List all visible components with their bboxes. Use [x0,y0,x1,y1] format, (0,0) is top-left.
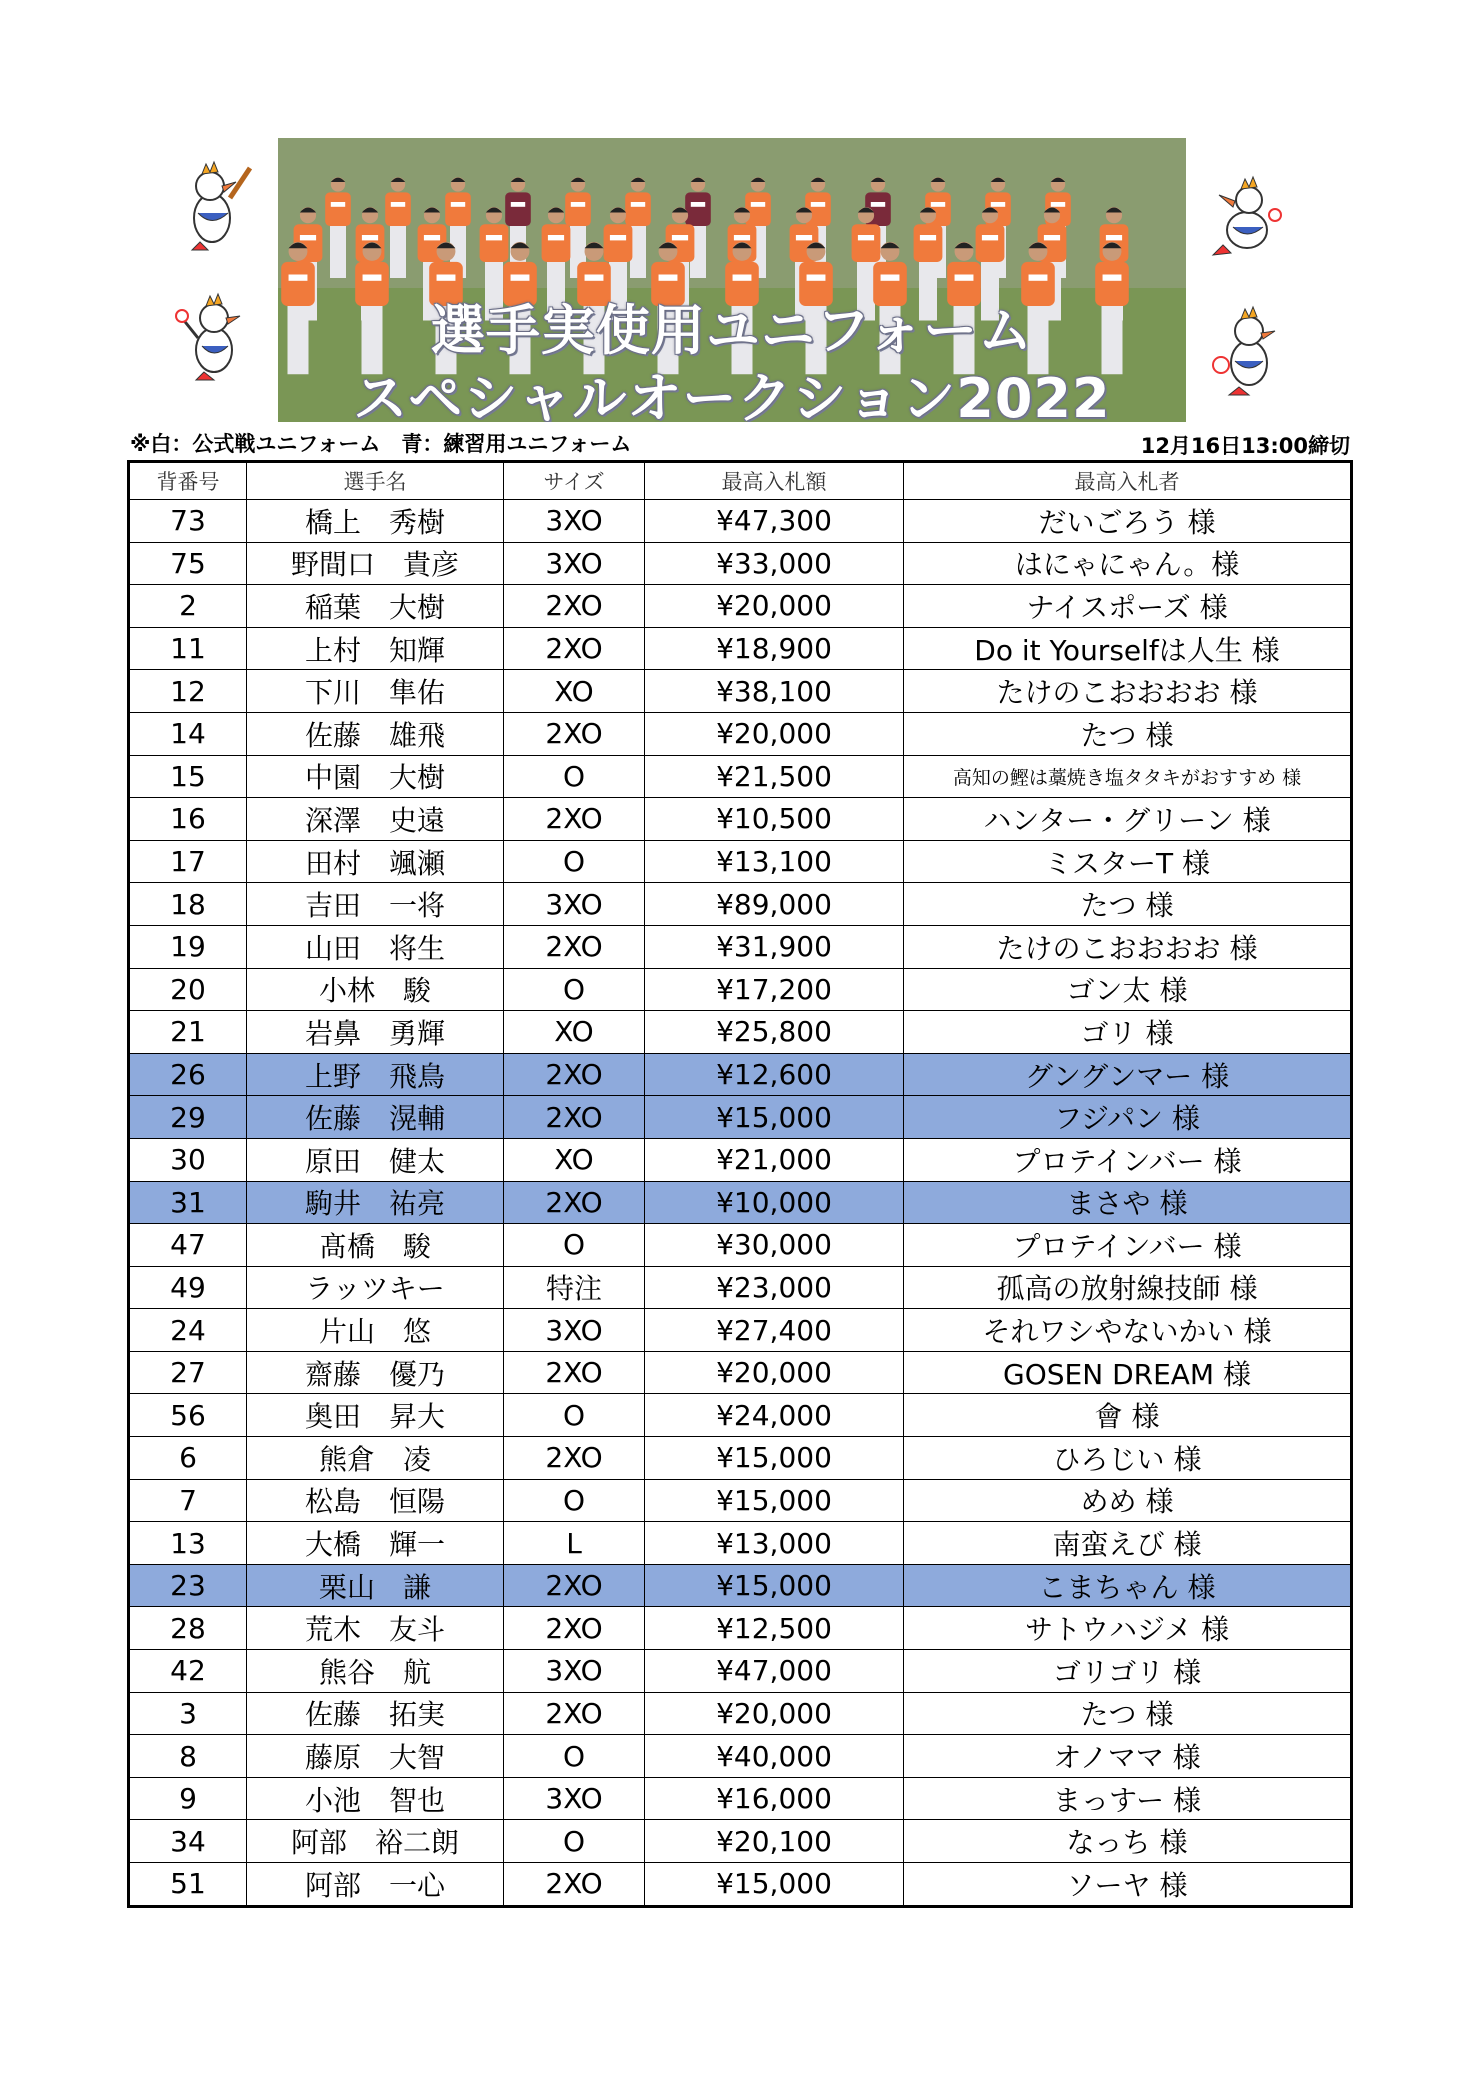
bid-amount-cell: ¥20,100 [645,1820,904,1863]
bidder-cell: ミスターT 様 [904,840,1352,883]
size-cell: 2XO [504,1564,645,1607]
player-name-cell: 阿部 裕二朗 [247,1820,504,1863]
bidder-cell: それワシやないかい 様 [904,1309,1352,1352]
bid-amount-cell: ¥21,000 [645,1138,904,1181]
jersey-number-cell: 51 [129,1863,247,1907]
jersey-number-cell: 30 [129,1138,247,1181]
size-cell: 3XO [504,500,645,543]
table-row [129,1863,1352,1907]
jersey-number-cell: 8 [129,1735,247,1778]
size-cell: 2XO [504,712,645,755]
table-row [129,1138,1352,1181]
bid-amount-cell: ¥20,000 [645,1692,904,1735]
player-name-cell: 橋上 秀樹 [247,500,504,543]
bidder-cell: こまちゃん 様 [904,1564,1352,1607]
table-row [129,712,1352,755]
jersey-number-cell: 11 [129,627,247,670]
bidder-cell: ソーヤ 様 [904,1863,1352,1907]
bidder-cell: だいごろう 様 [904,500,1352,543]
jersey-number-cell: 28 [129,1607,247,1650]
table-row [129,1053,1352,1096]
table-row [129,1096,1352,1139]
player-name-cell: 原田 健太 [247,1138,504,1181]
bidder-cell: オノママ 様 [904,1735,1352,1778]
table-row [129,1224,1352,1267]
jersey-number-cell: 6 [129,1437,247,1480]
table-row [129,1309,1352,1352]
bid-amount-cell: ¥15,000 [645,1564,904,1607]
table-row [129,1011,1352,1054]
bidder-cell: ハンター・グリーン 様 [904,798,1352,841]
bidder-cell: GOSEN DREAM 様 [904,1351,1352,1394]
bid-amount-cell: ¥13,000 [645,1522,904,1565]
bidder-cell: グングンマー 様 [904,1053,1352,1096]
table-row [129,1777,1352,1820]
table-row [129,1735,1352,1778]
bid-amount-cell: ¥10,000 [645,1181,904,1224]
team-photo-banner [278,138,1186,422]
bid-amount-cell: ¥89,000 [645,883,904,926]
table-row [129,1607,1352,1650]
player-name-cell: 野間口 貴彦 [247,542,504,585]
mascot-running-icon [1203,305,1288,400]
jersey-number-cell: 12 [129,670,247,713]
jersey-number-cell: 17 [129,840,247,883]
player-name-cell: 阿部 一心 [247,1863,504,1907]
player-name-cell: 田村 颯瀬 [247,840,504,883]
bidder-cell: ナイスポーズ 様 [904,585,1352,628]
banner-title-line1: 選手実使用ユニフォーム [430,299,1034,362]
bidder-cell: 孤高の放射線技師 様 [904,1266,1352,1309]
player-name-cell: 大橋 輝一 [247,1522,504,1565]
mascot-batting-icon [172,158,257,253]
jersey-number-cell: 24 [129,1309,247,1352]
table-row [129,1650,1352,1693]
jersey-number-cell: 27 [129,1351,247,1394]
size-cell: O [504,1820,645,1863]
size-cell: 3XO [504,883,645,926]
bidder-cell: ひろじい 様 [904,1437,1352,1480]
player-name-cell: 上野 飛鳥 [247,1053,504,1096]
size-cell: 2XO [504,1863,645,1907]
table-row [129,500,1352,543]
size-cell: 2XO [504,1181,645,1224]
jersey-number-cell: 26 [129,1053,247,1096]
player-name-cell: 上村 知輝 [247,627,504,670]
table-row [129,1394,1352,1437]
jersey-number-cell: 29 [129,1096,247,1139]
bidder-cell: まさや 様 [904,1181,1352,1224]
size-cell: O [504,1735,645,1778]
bid-amount-cell: ¥18,900 [645,627,904,670]
table-row [129,670,1352,713]
player-name-cell: 荒木 友斗 [247,1607,504,1650]
bidder-cell: はにゃにゃん。様 [904,542,1352,585]
player-name-cell: 栗山 謙 [247,1564,504,1607]
size-cell: O [504,1479,645,1522]
player-figure [330,222,346,278]
player-name-cell: 齋藤 優乃 [247,1351,504,1394]
bid-amount-cell: ¥15,000 [645,1437,904,1480]
table-row [129,883,1352,926]
bid-amount-cell: ¥15,000 [645,1863,904,1907]
bid-amount-cell: ¥23,000 [645,1266,904,1309]
jersey-number-cell: 20 [129,968,247,1011]
size-cell: 2XO [504,627,645,670]
size-cell: 3XO [504,1309,645,1352]
player-name-cell: 佐藤 雄飛 [247,712,504,755]
size-cell: 3XO [504,1650,645,1693]
banner-title-line2: スペシャルオークション2022 [353,367,1111,422]
player-name-cell: 深澤 史遠 [247,798,504,841]
bid-amount-cell: ¥38,100 [645,670,904,713]
size-cell: 2XO [504,1053,645,1096]
bidder-cell: フジパン 様 [904,1096,1352,1139]
bid-amount-cell: ¥17,200 [645,968,904,1011]
bidder-cell: ゴン太 様 [904,968,1352,1011]
uniform-color-note: ※白：公式戦ユニフォーム 青：練習用ユニフォーム [130,432,632,456]
table-row [129,840,1352,883]
bid-amount-cell: ¥20,000 [645,1351,904,1394]
bidder-cell: 南蛮えび 様 [904,1522,1352,1565]
player-name-cell: 熊谷 航 [247,1650,504,1693]
bidder-cell: プロテインバー 様 [904,1224,1352,1267]
bidder-cell: たけのこおおおお 様 [904,925,1352,968]
player-name-cell: 小林 駿 [247,968,504,1011]
player-name-cell: 岩鼻 勇輝 [247,1011,504,1054]
bid-amount-cell: ¥27,400 [645,1309,904,1352]
size-cell: 2XO [504,1607,645,1650]
jersey-number-cell: 49 [129,1266,247,1309]
header-highest-bid: 最高入札額 [645,462,904,500]
table-row [129,627,1352,670]
table-row [129,585,1352,628]
jersey-number-cell: 47 [129,1224,247,1267]
jersey-number-cell: 2 [129,585,247,628]
player-name-cell: 中園 大樹 [247,755,504,798]
bid-amount-cell: ¥16,000 [645,1777,904,1820]
bidder-cell: サトウハジメ 様 [904,1607,1352,1650]
player-name-cell: 佐藤 拓実 [247,1692,504,1735]
jersey-number-cell: 73 [129,500,247,543]
jersey-number-cell: 16 [129,798,247,841]
bid-amount-cell: ¥40,000 [645,1735,904,1778]
size-cell: 3XO [504,542,645,585]
size-cell: O [504,1224,645,1267]
bid-amount-cell: ¥30,000 [645,1224,904,1267]
table-row [129,755,1352,798]
bidder-cell: 高知の鰹は藁焼き塩タタキがおすすめ 様 [904,755,1352,798]
bid-amount-cell: ¥20,000 [645,585,904,628]
bid-amount-cell: ¥10,500 [645,798,904,841]
jersey-number-cell: 34 [129,1820,247,1863]
bid-amount-cell: ¥20,000 [645,712,904,755]
size-cell: 2XO [504,1351,645,1394]
table-row [129,1564,1352,1607]
bidder-cell: たつ 様 [904,712,1352,755]
player-name-cell: 奥田 昇大 [247,1394,504,1437]
bidder-cell: プロテインバー 様 [904,1138,1352,1181]
bid-amount-cell: ¥15,000 [645,1096,904,1139]
player-name-cell: 藤原 大智 [247,1735,504,1778]
jersey-number-cell: 18 [129,883,247,926]
table-row [129,1437,1352,1480]
jersey-number-cell: 21 [129,1011,247,1054]
jersey-number-cell: 31 [129,1181,247,1224]
bidder-cell: 會 様 [904,1394,1352,1437]
bid-amount-cell: ¥12,500 [645,1607,904,1650]
player-name-cell: 小池 智也 [247,1777,504,1820]
bidder-cell: たつ 様 [904,1692,1352,1735]
size-cell: O [504,968,645,1011]
size-cell: 2XO [504,1437,645,1480]
bid-amount-cell: ¥12,600 [645,1053,904,1096]
jersey-number-cell: 75 [129,542,247,585]
player-name-cell: 下川 隼佑 [247,670,504,713]
bid-amount-cell: ¥33,000 [645,542,904,585]
player-name-cell: ラッツキー [247,1266,504,1309]
table-row [129,968,1352,1011]
player-name-cell: 熊倉 凌 [247,1437,504,1480]
jersey-number-cell: 13 [129,1522,247,1565]
size-cell: 2XO [504,585,645,628]
size-cell: 2XO [504,1096,645,1139]
player-name-cell: 稲葉 大樹 [247,585,504,628]
table-header-row [129,462,1352,500]
size-cell: 特注 [504,1266,645,1309]
player-name-cell: 髙橋 駿 [247,1224,504,1267]
bidder-cell: なっち 様 [904,1820,1352,1863]
header-size: サイズ [504,462,645,500]
mascot-throwing-icon [1203,175,1288,270]
jersey-number-cell: 23 [129,1564,247,1607]
mascot-cheering-icon [172,288,257,383]
player-figure [630,222,646,278]
bidder-cell: ゴリゴリ 様 [904,1650,1352,1693]
jersey-number-cell: 56 [129,1394,247,1437]
jersey-number-cell: 14 [129,712,247,755]
table-row [129,1479,1352,1522]
table-row [129,798,1352,841]
player-name-cell: 松島 恒陽 [247,1479,504,1522]
jersey-number-cell: 9 [129,1777,247,1820]
size-cell: 3XO [504,1777,645,1820]
bid-amount-cell: ¥47,000 [645,1650,904,1693]
bidder-cell: たつ 様 [904,883,1352,926]
bid-amount-cell: ¥24,000 [645,1394,904,1437]
bid-amount-cell: ¥47,300 [645,500,904,543]
player-name-cell: 吉田 一将 [247,883,504,926]
size-cell: 2XO [504,798,645,841]
auction-table [127,460,1353,1908]
bid-amount-cell: ¥21,500 [645,755,904,798]
bid-amount-cell: ¥31,900 [645,925,904,968]
table-row [129,1266,1352,1309]
size-cell: O [504,755,645,798]
deadline-text: 12月16日13:00締切 [1140,434,1350,458]
table-row [129,1522,1352,1565]
bid-amount-cell: ¥25,800 [645,1011,904,1054]
jersey-number-cell: 15 [129,755,247,798]
bidder-cell: たけのこおおおお 様 [904,670,1352,713]
size-cell: XO [504,1011,645,1054]
bidder-cell: めめ 様 [904,1479,1352,1522]
player-name-cell: 佐藤 滉輔 [247,1096,504,1139]
size-cell: XO [504,670,645,713]
jersey-number-cell: 42 [129,1650,247,1693]
table-row [129,1351,1352,1394]
size-cell: 2XO [504,925,645,968]
bid-amount-cell: ¥13,100 [645,840,904,883]
jersey-number-cell: 7 [129,1479,247,1522]
header-player-name: 選手名 [247,462,504,500]
bidder-cell: まっすー 様 [904,1777,1352,1820]
header-highest-bidder: 最高入札者 [904,462,1352,500]
size-cell: L [504,1522,645,1565]
player-figure [390,222,406,278]
table-row [129,1692,1352,1735]
bidder-cell: ゴリ 様 [904,1011,1352,1054]
size-cell: O [504,1394,645,1437]
bidder-cell: Do it Yourselfは人生 様 [904,627,1352,670]
player-name-cell: 駒井 祐亮 [247,1181,504,1224]
table-row [129,925,1352,968]
jersey-number-cell: 3 [129,1692,247,1735]
player-name-cell: 山田 将生 [247,925,504,968]
player-name-cell: 片山 悠 [247,1309,504,1352]
jersey-number-cell: 19 [129,925,247,968]
table-row [129,542,1352,585]
table-row [129,1181,1352,1224]
bid-amount-cell: ¥15,000 [645,1479,904,1522]
table-row [129,1820,1352,1863]
size-cell: O [504,840,645,883]
size-cell: XO [504,1138,645,1181]
size-cell: 2XO [504,1692,645,1735]
header-number: 背番号 [129,462,247,500]
